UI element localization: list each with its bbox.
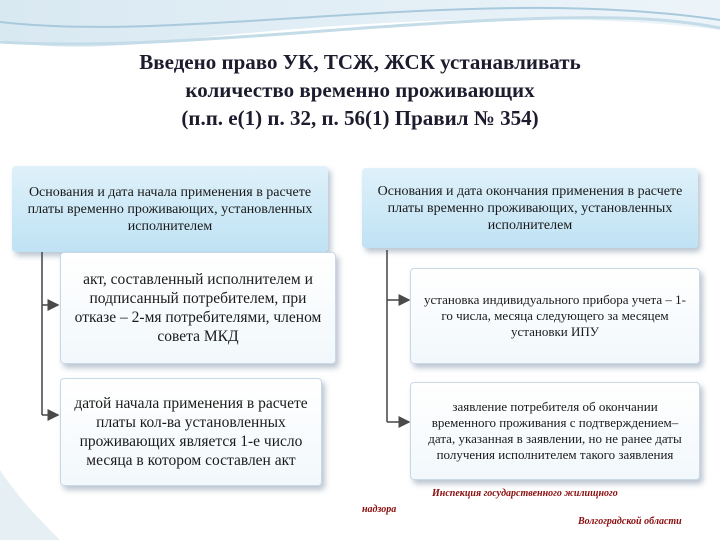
footer-line-1: Инспекция государственного жилищного [432,488,618,499]
right-item-application: заявление потребителя об окончании временного проживания с подтверждением– дата, указанная в заявлении, но не ранее даты получения исполнителем такого заявления [410,382,700,480]
footer-line-3: Волгоградской области [578,516,682,527]
title-line-2: количество временно проживающих [185,78,535,102]
right-header-box: Основания и дата окончания применения в расчете платы временно проживающих, установленных исполнителем [362,168,698,248]
left-item-act: акт, составленный исполнителем и подписанный потребителем, при отказе – 2-мя потребителями, членом совета МКД [60,252,336,364]
footer-line-2: надзора [362,504,397,515]
title-line-1: Введено право УК, ТСЖ, ЖСК устанавливать [139,50,581,74]
title-line-3: (п.п. е(1) п. 32, п. 56(1) Правил № 354) [181,106,539,130]
right-item-meter: установка индивидуального прибора учета – 1-го числа, месяца следующего за месяцем установки ИПУ [410,268,700,364]
left-item-start-date: датой начала применения в расчете платы кол-ва установленных проживающих является 1-е число месяца в котором составлен акт [60,378,322,486]
left-header-box: Основания и дата начала применения в расчете платы временно проживающих, установленных исполнителем [12,166,328,252]
